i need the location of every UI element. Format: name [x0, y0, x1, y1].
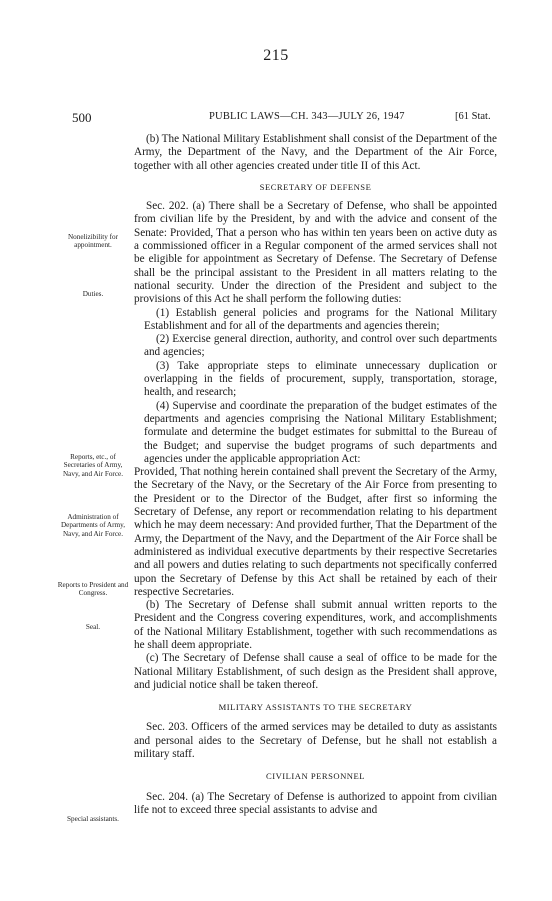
proviso-paragraph: Provided, That nothing herein contained shall prevent the Secretary of the Army, the Secretary of the Navy, or the Secretary of the Air Force from presenting to the President or to the Director of the Budget, after first so informing the Secretary of Defense, any report or recommendation relating to his department which he may deem necessary: And provided further, That the Department of the Army, the Department of the Navy, and the Department of the Air Force shall be administered as individual executive departments by their respective Secretaries and all powers and duties relating to such departments not specifically conferred upon the Secretary of Defense by this Act shall be retained by each of their respective Secretaries. — [134, 466, 497, 598]
section-203: Sec. 203. Officers of the armed services may be detailed to duty as assistants and personal aides to the Secretary of Defense, but he shall not establish a military staff. — [134, 721, 497, 761]
heading-civilian-personnel: CIVILIAN PERSONNEL — [266, 771, 365, 782]
duty-4: (4) Supervise and coordinate the preparation of the budget estimates of the departments and agencies comprising the National Military Establishment; formulate and determine the budget estimates for submittal to the Bureau of the Budget; and supervise the budget programs of such departments and agencies under the applicable appropriation Act: — [144, 399, 497, 465]
heading-secretary-of-defense: SECRETARY OF DEFENSE — [259, 181, 372, 192]
margin-note-special-assistants: Special assistants. — [67, 815, 119, 823]
paragraph-b-reports: (b) The Secretary of Defense shall submit annual written reports to the President and the Congress covering expenditures, work, and accomplishments of the National Military Establishment, together with such recommendations as he shall deem appropriate. — [134, 599, 497, 651]
margin-note-administration: Administration of Departments of Army, Navy, and Air Force. — [60, 513, 125, 538]
heading-military-assistants: MILITARY ASSISTANTS TO THE SECRETARY — [218, 702, 413, 713]
statute-reference: [61 Stat. — [455, 111, 491, 122]
paragraph-c-seal: (c) The Secretary of Defense shall cause a seal of office to be made for the National Military Establishment, of such design as the President shall approve, and judicial notice shall be taken thereof. — [134, 652, 497, 691]
paragraph-b-establishment: (b) The National Military Establishment shall consist of the Department of the Army, the Department of the Navy, and the Department of the Air Force, together with all other agencies created under title II of this Act. — [134, 133, 497, 172]
section-204: Sec. 204. (a) The Secretary of Defense is authorized to appoint from civilian life not to exceed three special assistants to advise and — [134, 790, 497, 816]
body-text — [134, 133, 497, 817]
stamp-number: 215 — [263, 47, 289, 64]
margin-note-ineligibility: Nonelizibility for appointment. — [67, 233, 119, 250]
running-header — [0, 110, 552, 126]
duty-1: (1) Establish general policies and programs for the National Military Establishment and for all of the departments and agencies therein; — [144, 306, 497, 332]
margin-note-reports-secretaries: Reports, etc., of Secretaries of Army, Navy, and Air Force. — [62, 453, 123, 478]
margin-note-reports-president: Reports to President and Congress. — [57, 581, 129, 598]
page-number: 500 — [72, 110, 92, 125]
duty-2: (2) Exercise general direction, authority, and control over such departments and agencies; — [144, 333, 497, 359]
margin-note-duties: Duties. — [82, 290, 104, 298]
running-head-title: PUBLIC LAWS—CH. 343—JULY 26, 1947 — [209, 111, 405, 122]
duty-3: (3) Take appropriate steps to eliminate unnecessary duplication or overlapping in the fields of procurement, supply, transportation, storage, health, and research; — [144, 359, 497, 399]
margin-note-seal: Seal. — [85, 623, 101, 631]
section-202: Sec. 202. (a) There shall be a Secretary of Defense, who shall be appointed from civilian life by the President, by and with the advice and consent of the Senate: Provided, That a person who has within ten years been on active duty as a commissioned officer in a Regular component of the armed services shall not be eligible for appointment as Secretary of Defense. The Secretary of Defense shall be the principal assistant to the President in all matters relating to the national security. Under the direction of the President and subject to the provisions of this Act he shall perform the following duties: — [134, 200, 497, 306]
